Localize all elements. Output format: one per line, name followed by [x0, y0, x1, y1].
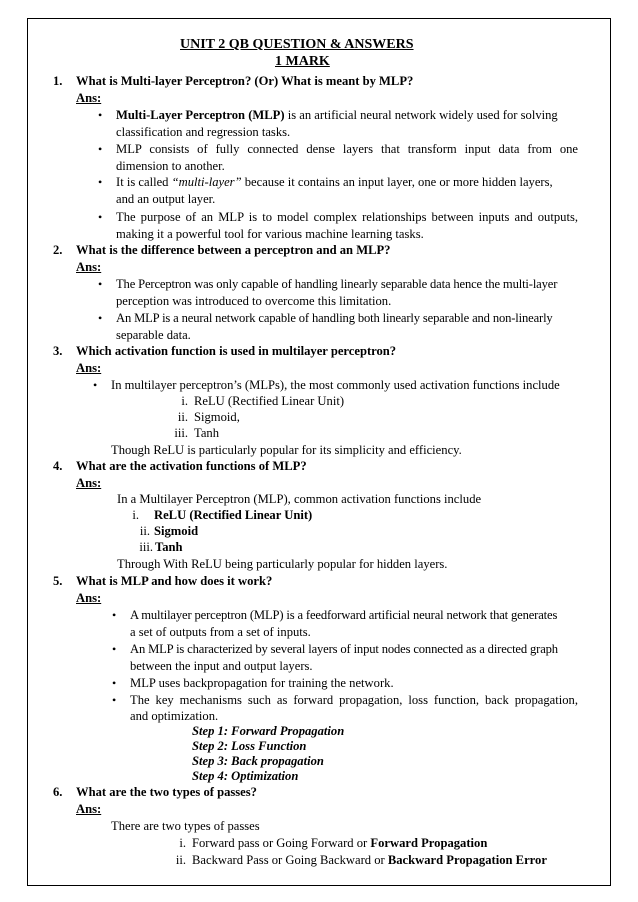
q1-question: What is Multi-layer Perceptron? (Or) What is meant by MLP?	[76, 74, 414, 88]
bullet: •	[98, 210, 103, 224]
q4-intro: In a Multilayer Perceptron (MLP), common activation functions include	[117, 492, 482, 506]
page-subtitle: 1 MARK	[275, 54, 330, 69]
q2-b2-line2: separable data.	[116, 328, 191, 342]
q4-note: Through With ReLU being particularly popular for hidden layers.	[117, 557, 448, 571]
q4-item-num: ii.	[139, 524, 150, 538]
q1-b1-line1	[116, 107, 558, 123]
q5-step: Step 3: Back propagation	[192, 754, 324, 768]
q6-item-ii-bold: Backward Propagation Error	[387, 853, 547, 867]
q5-question: What is MLP and how does it work?	[76, 574, 273, 588]
q3-item-text: Tanh	[194, 426, 219, 440]
q3-item-text: ReLU (Rectified Linear Unit)	[194, 394, 345, 408]
q1-b1-line2: classification and regression tasks.	[116, 125, 291, 139]
q1-b3-post: because it contains an input layer, one or more hidden layers,	[241, 175, 553, 189]
q1-b3-line2: and an output layer.	[116, 192, 216, 206]
bullet: •	[112, 676, 117, 690]
q2-b2-line1: An MLP is a neural network capable of handling both linearly separable and non-linearly	[116, 311, 553, 325]
q2-b1-line1: The Perceptron was only capable of handling linearly separable data hence the multi-layer	[116, 277, 558, 291]
q5-step: Step 1: Forward Propagation	[192, 724, 345, 738]
bullet: •	[98, 277, 103, 291]
q6-item-i-text: Forward pass or Going Forward or	[192, 836, 371, 850]
q2-b1-line2: perception was introduced to overcome this limitation.	[116, 294, 392, 308]
q1-b4-line1: The purpose of an MLP is to model complex relationships between inputs and outputs,	[116, 210, 578, 224]
q5-step: Step 4: Optimization	[192, 769, 299, 783]
q4-item-num: i.	[132, 508, 139, 522]
q1-b4-line2: making it a powerful tool for various machine learning tasks.	[116, 227, 424, 241]
q1-b3-em: “multi-layer”	[171, 175, 242, 189]
q4-item-text: Sigmoid	[154, 524, 199, 538]
q6-ans-label: Ans:	[76, 802, 102, 816]
q1-ans-label: Ans:	[76, 91, 102, 105]
q1-number: 1.	[53, 74, 63, 88]
q6-item-ii-text: Backward Pass or Going Backward or	[192, 853, 388, 867]
q4-item-text: Tanh	[155, 540, 183, 554]
q2-number: 2.	[53, 243, 63, 257]
q5-ans-label: Ans:	[76, 591, 102, 605]
q2-ans-label: Ans:	[76, 260, 102, 274]
bullet: •	[98, 311, 103, 325]
bullet: •	[98, 108, 103, 122]
q3-question: Which activation function is used in multilayer perceptron?	[76, 344, 397, 358]
q6-item-ii	[192, 852, 547, 868]
q1-b1-bold: Multi-Layer Perceptron (MLP)	[116, 108, 285, 122]
q4-question: What are the activation functions of MLP?	[76, 459, 307, 473]
q3-item-num: i.	[181, 394, 188, 408]
q3-note: Though ReLU is particularly popular for its simplicity and efficiency.	[111, 443, 462, 457]
q6-item-i-bold: Forward Propagation	[370, 836, 488, 850]
q3-item-text: Sigmoid,	[194, 410, 240, 424]
q4-number: 4.	[53, 459, 63, 473]
bullet: •	[112, 608, 117, 622]
bullet: •	[98, 142, 103, 156]
bullet: •	[112, 642, 117, 656]
bullet: •	[112, 693, 117, 707]
q1-b1-rest: is an artificial neural network widely used for solving	[284, 108, 558, 122]
q5-b3: MLP uses backpropagation for training the network.	[130, 676, 394, 690]
q6-item-num: i.	[179, 836, 186, 850]
q1-b2-line1: MLP consists of fully connected dense layers that transform input data from one	[116, 142, 578, 156]
q6-item-i	[192, 835, 487, 851]
bullet: •	[98, 175, 103, 189]
q5-number: 5.	[53, 574, 63, 588]
q5-b4-line2: and optimization.	[130, 709, 219, 723]
bullet: •	[93, 378, 98, 392]
q4-item-num: iii.	[139, 540, 153, 554]
q3-item-num: iii.	[174, 426, 188, 440]
q5-b1-line1: A multilayer perceptron (MLP) is a feedforward artificial neural network that generates	[130, 608, 558, 622]
q1-b3-pre: It is called	[116, 175, 172, 189]
q3-ans-label: Ans:	[76, 361, 102, 375]
q1-b2-line2: dimension to another.	[116, 159, 225, 173]
q4-ans-label: Ans:	[76, 476, 102, 490]
q5-b2-line1: An MLP is characterized by several layers of input nodes connected as a directed graph	[130, 642, 558, 656]
q6-question: What are the two types of passes?	[76, 785, 257, 799]
q5-b1-line2: a set of outputs from a set of inputs.	[130, 625, 311, 639]
q6-intro: There are two types of passes	[111, 819, 260, 833]
q6-number: 6.	[53, 785, 63, 799]
q1-b3-line1	[116, 174, 553, 190]
q5-b2-line2: between the input and output layers.	[130, 659, 313, 673]
q3-b1: In multilayer perceptron’s (MLPs), the most commonly used activation functions include	[111, 378, 560, 392]
q3-number: 3.	[53, 344, 63, 358]
page-title: UNIT 2 QB QUESTION & ANSWERS	[180, 37, 414, 52]
q2-question: What is the difference between a perceptron and an MLP?	[76, 243, 391, 257]
q6-item-num: ii.	[175, 853, 186, 867]
q3-item-num: ii.	[177, 410, 188, 424]
q4-item-text: ReLU (Rectified Linear Unit)	[154, 508, 313, 522]
q5-step: Step 2: Loss Function	[192, 739, 307, 753]
q5-b4-line1: The key mechanisms such as forward propagation, loss function, back propagation,	[130, 693, 578, 707]
